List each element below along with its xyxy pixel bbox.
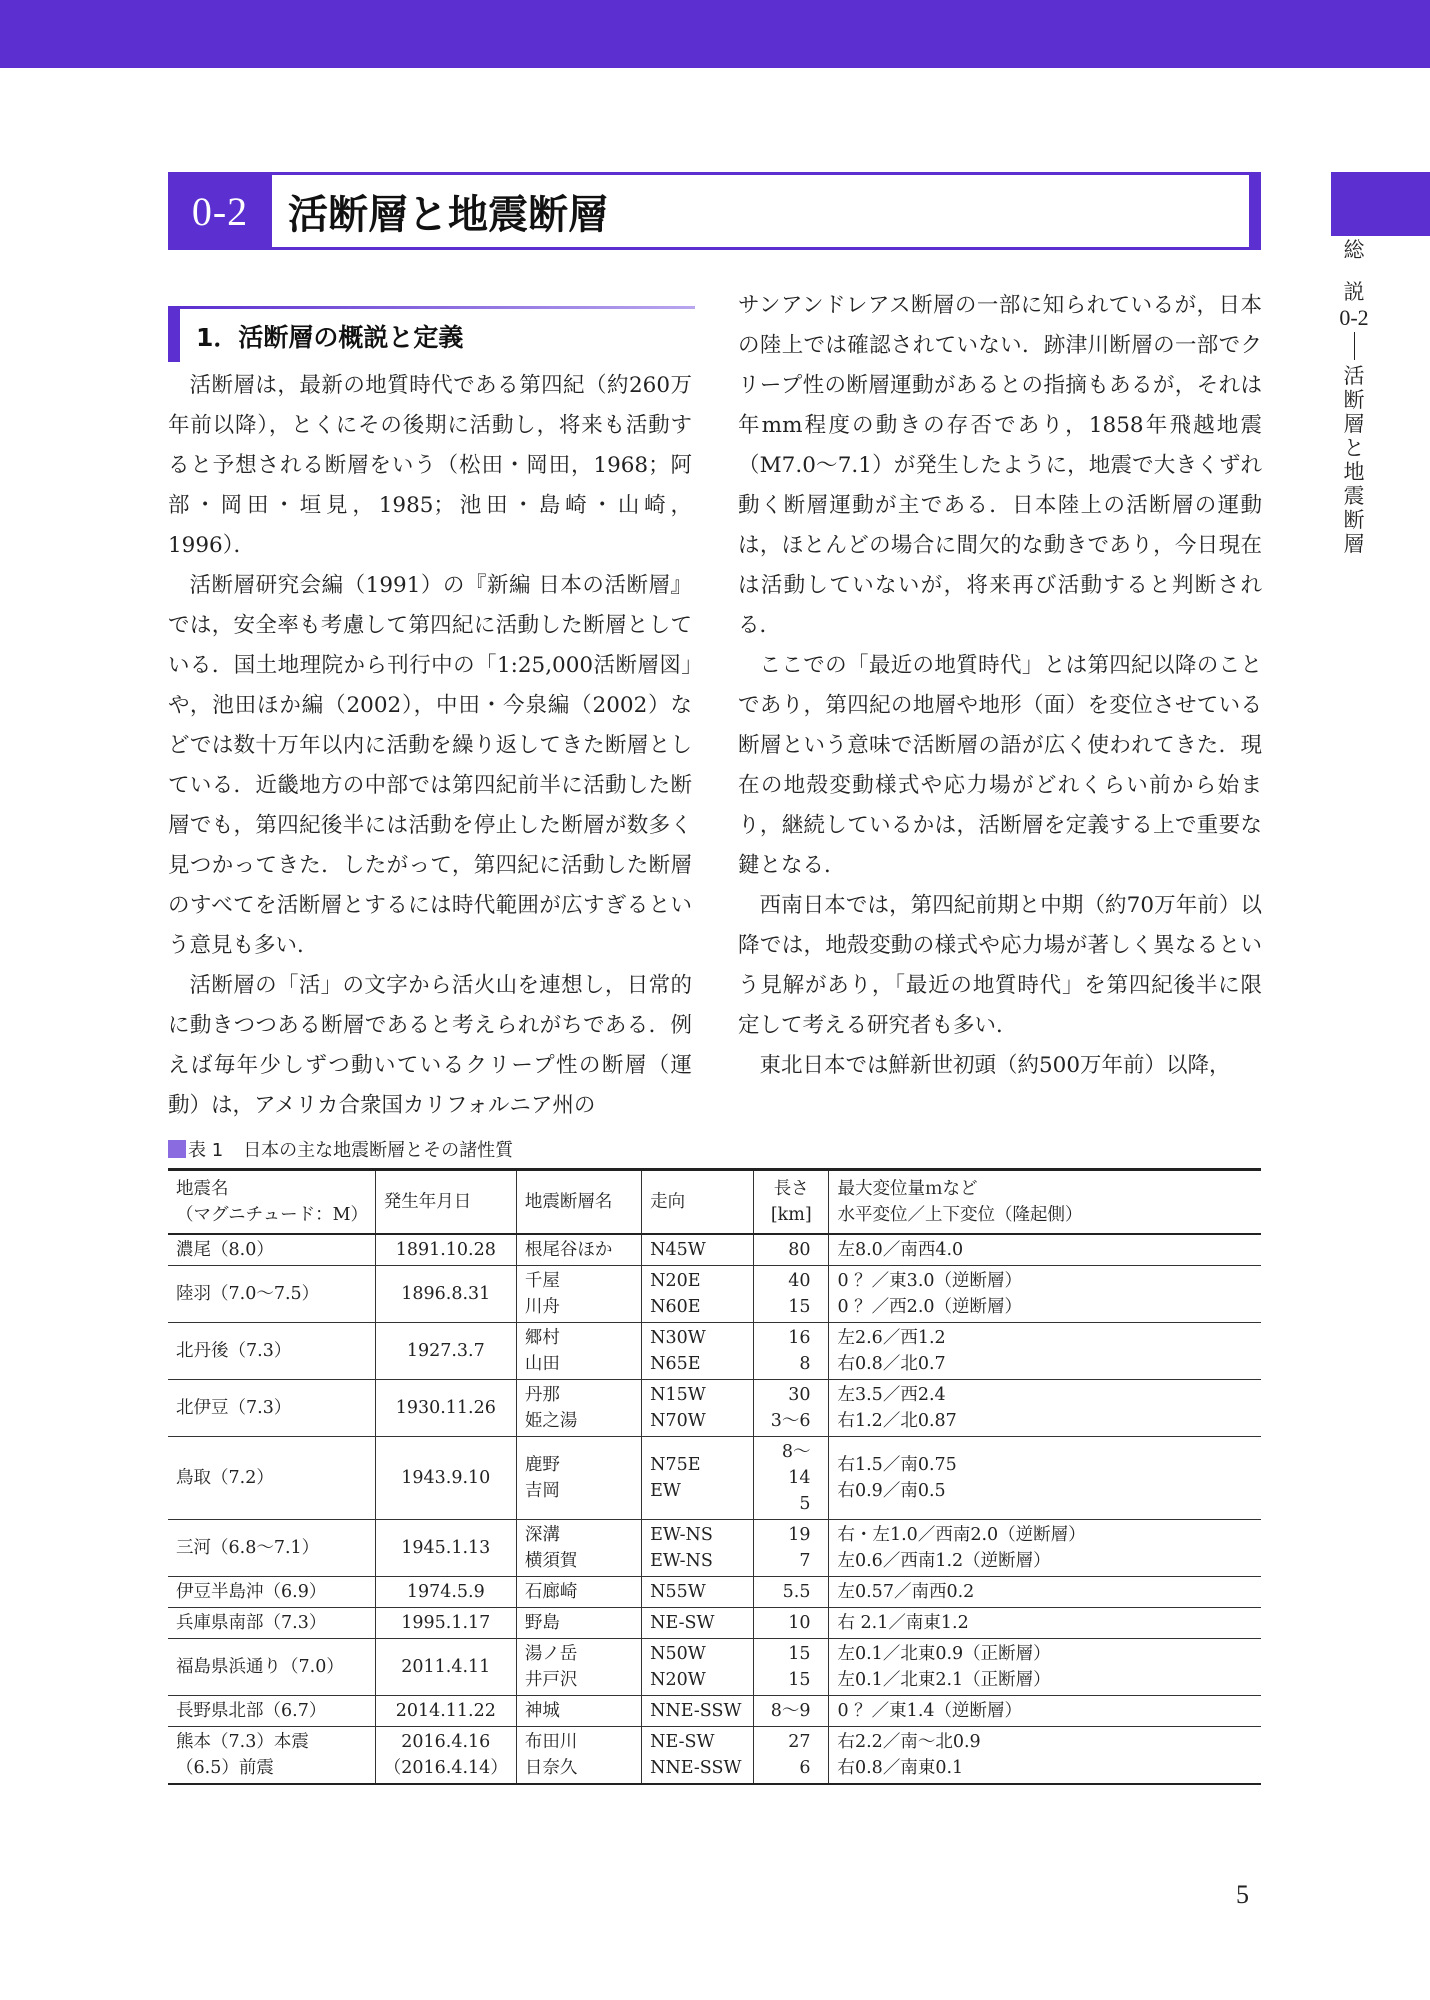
cell-length: 80 xyxy=(754,1234,829,1266)
header-displacement: 最大変位量ｍなど 水平変位／上下変位（隆起側） xyxy=(829,1170,1261,1234)
paragraph: ここでの「最近の地質時代」とは第四紀以降のことであり，第四紀の地層や地形（面）を変位させている断層という意味で活断層の語が広く使われてきた．現在の地殻変動様式や応力場がどれくらい前から始まり，継続しているかは，活断層を定義する上で重要な鍵となる． xyxy=(738,653,1262,878)
cell-quake: 濃尾（8.0） xyxy=(176,1239,274,1260)
paragraph: 東北日本では鮮新世初頭（約500万年前）以降， xyxy=(759,1053,1231,1078)
cell-fault: 深溝 横須賀 xyxy=(516,1519,641,1576)
cell-fault: 野島 xyxy=(516,1607,641,1638)
cell-length: 10 xyxy=(754,1607,829,1638)
cell-quake: 兵庫県南部（7.3） xyxy=(176,1612,327,1633)
page-number: 5 xyxy=(1236,1880,1249,1909)
cell-strike: N45W xyxy=(642,1234,754,1266)
cell-strike: N20E N60E xyxy=(642,1265,754,1322)
cell-length: 16 8 xyxy=(754,1322,829,1379)
table-row xyxy=(168,1576,1261,1607)
cell-quake: 長野県北部（6.7） xyxy=(176,1700,327,1721)
table-caption xyxy=(168,1136,513,1162)
body-column-left xyxy=(168,366,692,1126)
cell-displacement: 左3.5／西2.4 右1.2／北0.87 xyxy=(829,1379,1261,1436)
table-body xyxy=(168,1234,1261,1784)
cell-quake: 三河（6.8～7.1） xyxy=(176,1537,320,1558)
cell-displacement: 左0.57／南西0.2 xyxy=(829,1576,1261,1607)
cell-strike: N30W N65E xyxy=(642,1322,754,1379)
paragraph: 活断層研究会編（1991）の『新編 日本の活断層』では，安全率も考慮して第四紀に活動した断層としている．国土地理院から刊行中の「1:25,000活断層図」や，池田ほか編（2002），中田・今泉編（2002）などでは数十万年以内に活動を繰り返してきた断層としている．近畿地方の中部では第四紀前半に活動した断層でも，第四紀後半には活動を停止した断層が数多く見つかってきた．したがって，第四紀に活動した断層のすべてを活断層とするには時代範囲が広すぎるという意見も多い． xyxy=(168,573,692,958)
cell-length: 27 6 xyxy=(754,1726,829,1784)
table-row xyxy=(168,1695,1261,1726)
side-title-char: 活 xyxy=(1343,364,1365,388)
cell-strike: N55W xyxy=(642,1576,754,1607)
cell-fault: 根尾谷ほか xyxy=(516,1234,641,1266)
cell-displacement: 0 ？／東1.4（逆断層） xyxy=(829,1695,1261,1726)
table-title: 日本の主な地震断層とその諸性質 xyxy=(243,1140,514,1161)
cell-displacement: 0 ？／東3.0（逆断層） 0 ？／西2.0（逆断層） xyxy=(829,1265,1261,1322)
cell-fault: 湯ノ岳 井戸沢 xyxy=(516,1638,641,1695)
cell-quake: 熊本（7.3）本震 （6.5）前震 xyxy=(176,1731,309,1778)
header-strike: 走向 xyxy=(642,1170,754,1234)
cell-date: 1945.1.13 xyxy=(375,1519,516,1576)
header-length: 長さ [km] xyxy=(754,1170,829,1234)
cell-fault: 神城 xyxy=(516,1695,641,1726)
paragraph: サンアンドレアス断層の一部に知られているが，日本の陸上では確認されていない．跡津川断層の一部でクリープ性の断層運動があるとの指摘もあるが，それは年mm程度の動きの存否であり，1858年飛越地震（M7.0～7.1）が発生したように，地震で大きくずれ動く断層運動が主である．日本陸上の活断層の運動は，ほとんどの場合に間欠的な動きであり，今日現在は活動していないが，将来再び活動すると判断される． xyxy=(738,293,1262,638)
table-row xyxy=(168,1265,1261,1322)
cell-displacement: 左0.1／北東0.9（正断層） 左0.1／北東2.1（正断層） xyxy=(829,1638,1261,1695)
section-title: 活断層と地震断層 xyxy=(272,172,1261,250)
cell-quake: 鳥取（7.2） xyxy=(176,1467,274,1488)
header-fault: 地震断層名 xyxy=(516,1170,641,1234)
cell-length: 8～9 xyxy=(754,1695,829,1726)
cell-length: 19 7 xyxy=(754,1519,829,1576)
section-header xyxy=(168,172,1261,250)
side-label-divider xyxy=(1354,332,1355,360)
table-label: 表 1 xyxy=(188,1140,224,1161)
cell-date: 1995.1.17 xyxy=(375,1607,516,1638)
paragraph: 西南日本では，第四紀前期と中期（約70万年前）以降では，地殻変動の様式や応力場が著しく異なるという見解があり，「最近の地質時代」を第四紀後半に限定して考える研究者も多い． xyxy=(738,893,1262,1038)
cell-length: 5.5 xyxy=(754,1576,829,1607)
table-row xyxy=(168,1607,1261,1638)
subsection-heading xyxy=(168,306,695,362)
cell-length: 8～14 5 xyxy=(754,1436,829,1519)
cell-strike: N50W N20W xyxy=(642,1638,754,1695)
side-title-char: と xyxy=(1343,436,1365,460)
table-row xyxy=(168,1638,1261,1695)
side-label-number: 0-2 xyxy=(1339,305,1369,330)
table-row xyxy=(168,1322,1261,1379)
cell-length: 30 3～6 xyxy=(754,1379,829,1436)
cell-displacement: 右2.2／南～北0.9 右0.8／南東0.1 xyxy=(829,1726,1261,1784)
cell-date: 2016.4.16 （2016.4.14） xyxy=(375,1726,516,1784)
body-column-right xyxy=(738,286,1262,1086)
subsection-title: 1．活断層の概説と定義 xyxy=(196,323,464,352)
cell-fault: 郷村 山田 xyxy=(516,1322,641,1379)
header-date: 発生年月日 xyxy=(375,1170,516,1234)
cell-fault: 石廊崎 xyxy=(516,1576,641,1607)
caption-square-icon xyxy=(168,1140,186,1158)
cell-date: 1974.5.9 xyxy=(375,1576,516,1607)
side-title-char: 層 xyxy=(1343,532,1365,556)
cell-date: 1927.3.7 xyxy=(375,1322,516,1379)
cell-quake: 北伊豆（7.3） xyxy=(176,1397,292,1418)
cell-date: 1896.8.31 xyxy=(375,1265,516,1322)
cell-strike: NNE-SSW xyxy=(642,1695,754,1726)
table-row xyxy=(168,1234,1261,1266)
earthquake-fault-table xyxy=(168,1168,1261,1785)
cell-strike: N75E EW xyxy=(642,1436,754,1519)
cell-strike: N15W N70W xyxy=(642,1379,754,1436)
side-label-title xyxy=(1344,364,1365,556)
cell-quake: 伊豆半島沖（6.9） xyxy=(176,1581,327,1602)
cell-displacement: 右 2.1／南東1.2 xyxy=(829,1607,1261,1638)
chapter-tab xyxy=(1331,172,1430,236)
cell-displacement: 右・左1.0／西南2.0（逆断層） 左0.6／西南1.2（逆断層） xyxy=(829,1519,1261,1576)
side-title-char: 地 xyxy=(1343,460,1365,484)
side-label-char: 総 xyxy=(1343,238,1365,262)
cell-displacement: 右1.5／南0.75 右0.9／南0.5 xyxy=(829,1436,1261,1519)
table-row xyxy=(168,1436,1261,1519)
cell-date: 1943.9.10 xyxy=(375,1436,516,1519)
cell-displacement: 左8.0／南西4.0 xyxy=(829,1234,1261,1266)
cell-date: 2014.11.22 xyxy=(375,1695,516,1726)
table-row xyxy=(168,1379,1261,1436)
cell-fault: 千屋 川舟 xyxy=(516,1265,641,1322)
side-title-char: 震 xyxy=(1343,484,1365,508)
cell-quake: 福島県浜通り（7.0） xyxy=(176,1656,344,1677)
paragraph: 活断層は，最新の地質時代である第四紀（約260万年前以降），とくにその後期に活動し，将来も活動すると予想される断層をいう（松田・岡田，1968；阿部・岡田・垣見，1985；池田・島崎・山崎，1996）． xyxy=(168,373,692,558)
cell-quake: 陸羽（7.0～7.5） xyxy=(176,1283,320,1304)
subsection-rule xyxy=(180,306,695,309)
paragraph: 活断層の「活」の文字から活火山を連想し，日常的に動きつつある断層であると考えられがちである．例えば毎年少しずつ動いているクリープ性の断層（運動）は，アメリカ合衆国カリフォルニア州の xyxy=(168,973,692,1118)
cell-quake: 北丹後（7.3） xyxy=(176,1340,292,1361)
table-row xyxy=(168,1519,1261,1576)
cell-date: 2011.4.11 xyxy=(375,1638,516,1695)
table-header-row xyxy=(168,1170,1261,1234)
cell-length: 40 15 xyxy=(754,1265,829,1322)
cell-length: 15 15 xyxy=(754,1638,829,1695)
cell-strike: NE-SW xyxy=(642,1607,754,1638)
cell-displacement: 左2.6／西1.2 右0.8／北0.7 xyxy=(829,1322,1261,1379)
cell-fault: 鹿野 吉岡 xyxy=(516,1436,641,1519)
side-title-char: 層 xyxy=(1343,412,1365,436)
side-running-header xyxy=(1336,238,1372,556)
side-title-char: 断 xyxy=(1343,388,1365,412)
cell-fault: 布田川 日奈久 xyxy=(516,1726,641,1784)
side-label-char: 説 xyxy=(1343,280,1365,304)
cell-strike: NE-SW NNE-SSW xyxy=(642,1726,754,1784)
table-row xyxy=(168,1726,1261,1784)
side-title-char: 断 xyxy=(1343,508,1365,532)
header-quake: 地震名 （マグニチュード：M） xyxy=(176,1178,369,1225)
cell-strike: EW-NS EW-NS xyxy=(642,1519,754,1576)
cell-date: 1930.11.26 xyxy=(375,1379,516,1436)
subsection-marker xyxy=(168,306,180,362)
top-banner xyxy=(0,0,1430,68)
cell-date: 1891.10.28 xyxy=(375,1234,516,1266)
cell-fault: 丹那 姫之湯 xyxy=(516,1379,641,1436)
section-number: 0-2 xyxy=(168,172,272,250)
